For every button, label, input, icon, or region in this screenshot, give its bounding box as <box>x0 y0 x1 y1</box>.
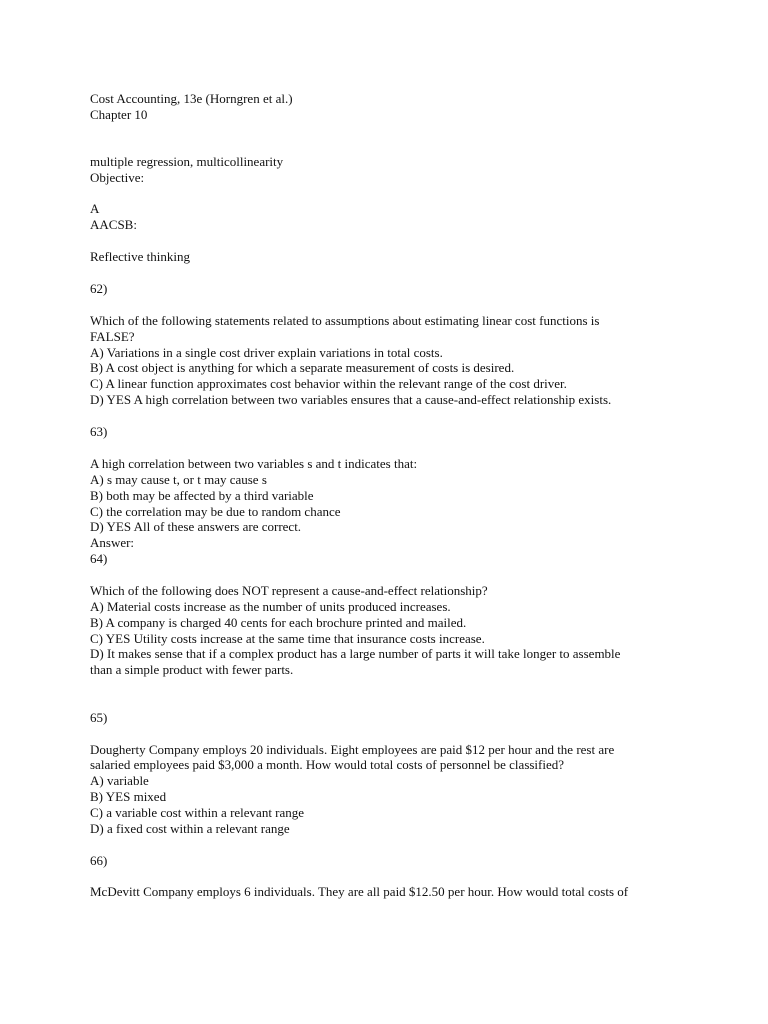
question-stem: FALSE? <box>90 329 135 344</box>
question-stem: A high correlation between two variables s and t indicates that: <box>90 456 418 471</box>
answer-option: C) a variable cost within a relevant range <box>90 805 305 820</box>
answer-option: A) s may cause t, or t may cause s <box>90 472 267 487</box>
answer-label: Answer: <box>90 535 135 550</box>
answer-option: C) the correlation may be due to random chance <box>90 504 341 519</box>
answer-option: B) YES mixed <box>90 789 167 804</box>
answer-option: C) YES Utility costs increase at the same time that insurance costs increase. <box>90 631 485 646</box>
question-number: 65) <box>90 710 108 725</box>
question-number: 64) <box>90 551 108 566</box>
question-number: 62) <box>90 281 108 296</box>
answer-option: B) A cost object is anything for which a separate measurement of costs is desired. <box>90 360 515 375</box>
topic-line: multiple regression, multicollinearity <box>90 154 284 169</box>
answer-option: C) A linear function approximates cost behavior within the relevant range of the cost driver. <box>90 376 567 391</box>
answer-option: A) variable <box>90 773 149 788</box>
answer-option: D) It makes sense that if a complex product has a large number of parts it will take longer to assemble <box>90 646 621 661</box>
question-stem: salaried employees paid $3,000 a month. How would total costs of personnel be classified? <box>90 757 565 772</box>
objective-label: Objective: <box>90 170 145 185</box>
question-number: 63) <box>90 424 108 439</box>
answer-option: D) YES All of these answers are correct. <box>90 519 302 534</box>
question-stem: Which of the following statements related to assumptions about estimating linear cost functions is <box>90 313 600 328</box>
book-title: Cost Accounting, 13e (Horngren et al.) <box>90 91 293 106</box>
answer-option: A) Material costs increase as the number of units produced increases. <box>90 599 451 614</box>
question-stem: Which of the following does NOT represent a cause-and-effect relationship? <box>90 583 488 598</box>
answer-option: D) YES A high correlation between two variables ensures that a cause-and-effect relationship exists. <box>90 392 612 407</box>
answer-option: B) A company is charged 40 cents for each brochure printed and mailed. <box>90 615 467 630</box>
answer-option: A) Variations in a single cost driver explain variations in total costs. <box>90 345 443 360</box>
chapter-heading: Chapter 10 <box>90 107 148 122</box>
answer-option: B) both may be affected by a third variable <box>90 488 314 503</box>
question-number: 66) <box>90 853 108 868</box>
answer-value: A <box>90 201 100 216</box>
answer-option: D) a fixed cost within a relevant range <box>90 821 290 836</box>
question-stem: Dougherty Company employs 20 individuals. Eight employees are paid $12 per hour and the rest are <box>90 742 615 757</box>
answer-option: than a simple product with fewer parts. <box>90 662 294 677</box>
aacsb-value: Reflective thinking <box>90 249 191 264</box>
aacsb-label: AACSB: <box>90 217 137 232</box>
question-stem: McDevitt Company employs 6 individuals. They are all paid $12.50 per hour. How would total costs of <box>90 884 629 899</box>
